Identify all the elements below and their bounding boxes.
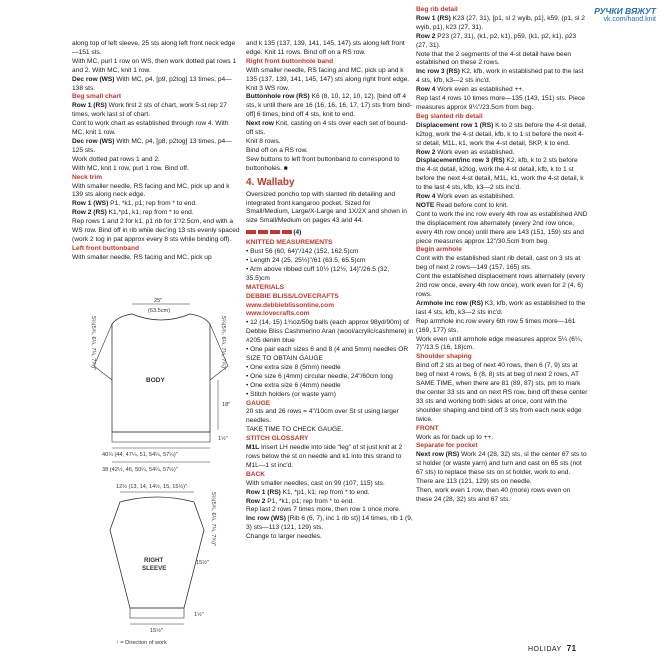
row-label: Row 2 (RS) <box>72 209 107 217</box>
subheading-armhole: Begin armhole <box>416 246 462 254</box>
row-label: Armhole inc row (RS) <box>416 299 484 307</box>
row-text: P1, *k1, p1; rep from * to end. <box>108 200 197 208</box>
sleeve-bottom-measure: 15½" <box>150 628 163 634</box>
row-text: Work 24 (28, 32) sts, sl the center 67 sts to st holder (or waste yarn) and turn and cast on 65 sts (not 67 sts) to replace these sts on st holder, work to end. There are 113 (121, 129) sts on needle. <box>416 451 587 486</box>
row-label: Row 1 (WS) <box>72 200 109 208</box>
measurement-bust: • Bust 56 (60, 64)"/142 (152, 162.5)cm <box>246 248 359 256</box>
column-2 <box>246 40 414 542</box>
instruction <box>416 122 588 149</box>
row-text: K to 2 sts before the 4-st detail, k2tog, work the 4-st detail, kfb, k to 1 st before the next 4-st detail, M1L, k1, work the 4-st detail, SKP, k to end. <box>416 121 587 147</box>
instruction <box>416 149 588 158</box>
paragraph: Rep rows 1 and 2 for k1, p1 rib for 1"/2.5cm, end with a WS row. Bind off in rib while dec'ing 13 sts evenly spaced (work 2 tog in pat approx every 8 sts while binding off). <box>72 218 240 243</box>
row-text: Insert LH needle into side “leg” of st just knit at 2 rows below the st on needle and k1 into this strand to M1L—1 st inc'd. <box>246 444 403 469</box>
instruction <box>416 451 588 487</box>
materials-holders: • Stitch holders (or waste yarn) <box>246 390 336 398</box>
row-text: Work even as established ++. <box>435 86 524 94</box>
row-text: K1,*p1, k1; rep from * to end. <box>106 209 194 217</box>
materials-needles-1: • One pair each sizes 6 and 8 (4 and 5mm) needles OR SIZE TO OBTAIN GAUGE <box>246 346 409 362</box>
paragraph: Knit 8 rows. <box>246 137 281 145</box>
instruction <box>416 300 588 318</box>
gauge-text: 20 sts and 26 rows = 4"/10cm over St st using larger needles. <box>246 408 399 425</box>
bottom-measure-1: 40¼ (44, 47¼, 51, 54¼, 57¼)" <box>102 452 178 458</box>
instruction <box>416 202 588 211</box>
paragraph: Work dotted pat rows 1 and 2. <box>72 155 160 163</box>
paragraph: Cont the established displacement rows alternately (every 2nd row once, every 4th row once), work even for 2 (4, 6) rows. <box>416 273 585 298</box>
body-label: BODY <box>146 377 165 384</box>
instruction <box>72 209 240 218</box>
heading-back: BACK <box>246 470 266 478</box>
cuff-band <box>130 608 184 618</box>
direction-note: ↑ = Direction of work <box>116 640 167 646</box>
rib-measure: 1½" <box>218 436 228 442</box>
heading-materials: MATERIALS <box>246 283 284 291</box>
paragraph: Work even until armhole edge measures approx 5¼ (6¼, 7)"/13.5 (16, 18)cm. <box>416 335 583 352</box>
measurement-length: • Length 24 (25, 25½)"/61 (63.5, 65.5)cm <box>246 257 366 265</box>
subheading-slanted-rib: Beg slanted rib detail <box>416 112 483 120</box>
row-label: Buttonhole row (RS) <box>246 93 310 101</box>
paragraph: Bind off on a RS row. <box>246 146 308 154</box>
row-label: Row 2 <box>416 32 436 40</box>
skill-bar <box>258 230 268 234</box>
paragraph: Cont with the established slant rib detail, cast on 3 sts at beg of next 2 rows—149 (157, 165) sts. <box>416 255 581 272</box>
heading-gauge: GAUGE <box>246 399 271 407</box>
body-schematic-svg <box>72 294 242 478</box>
paragraph: Sew buttons to left front buttonband to correspond to buttonholes. ■ <box>246 155 400 172</box>
instruction <box>416 86 588 95</box>
height-measure: 18" <box>222 402 231 408</box>
watermark-url: vk.com/hand.knit <box>603 16 656 23</box>
paragraph: Rep last 2 rows 7 times more, then row 1 once more. <box>246 506 401 514</box>
materials-brand: DEBBIE BLISS/LOVECRAFTS <box>246 292 339 300</box>
row-label: Dec row (WS) <box>72 75 115 83</box>
instruction <box>72 200 240 209</box>
pattern-title: 4. Wallaby <box>246 176 295 188</box>
subheading-small-chart: Beg small chart <box>72 93 122 101</box>
materials-link-1: www.debbieblissonline.com <box>246 301 335 309</box>
row-text: K2, kfb, k to 2 sts before the 4-st detail, k2tog, work the 4-st detail, kfb, k to 1 st before the next 4-st detail, M1L, k1, work the 4-st detail, k to the last 4 sts, kfb, k3—2 sts inc'd. <box>416 157 584 192</box>
row-text: K3, kfb, work as established to the last 4 sts, kfb, k3—2 sts inc'd. <box>416 299 586 316</box>
sleeve-schematic <box>72 478 242 650</box>
row-text: K2, kfb, work in established pat to the last 4 sts, kfb, k3—2 sts inc'd. <box>416 68 584 85</box>
instruction <box>246 93 414 120</box>
instruction <box>416 193 588 202</box>
instruction <box>246 515 414 533</box>
instruction <box>246 444 414 471</box>
paragraph: Rep armhole inc row every 6th row 5 times more—161 (169, 177) sts. <box>416 317 576 334</box>
heading-front: FRONT <box>416 424 439 432</box>
materials-needles-3: • One size 6 (4mm) circular needle, 24"/60cm long <box>246 372 393 380</box>
row-label: Row 1 (RS) <box>416 14 451 22</box>
cuff-rib-measure: 1½" <box>194 612 204 618</box>
skill-bar <box>282 230 292 234</box>
top-measure: 25" <box>154 298 163 304</box>
row-label: Next row <box>246 120 274 128</box>
row-label: Displacement/inc row 3 (RS) <box>416 157 505 165</box>
subheading-pocket: Separate for pocket <box>416 442 478 450</box>
skill-bar <box>270 230 280 234</box>
body-schematic <box>72 294 242 478</box>
materials-link-2: www.lovecrafts.com <box>246 310 310 318</box>
paragraph: Change to larger needles. <box>246 533 322 541</box>
row-text: P1, *k1, p1; rep from * to end. <box>265 497 355 505</box>
instruction <box>416 15 588 33</box>
row-text: Knit, casting on 4 sts over each set of bound-off sts. <box>246 120 408 137</box>
row-text: K6 (8, 10, 12, 10, 12), [bind off 4 sts, k until there are 16 (16, 16, 16, 17, 17) sts from bind-off] 6 times, bind off 4 sts, knit to end. <box>246 93 413 119</box>
row-label: NOTE <box>416 201 435 209</box>
heading-knitted-measurements: KNITTED MEASUREMENTS <box>246 239 333 247</box>
row-text: With MC, p4, [p9, p2tog] 13 times, p4—138 sts. <box>72 75 232 92</box>
paragraph: Bind off 2 sts at beg of next 40 rows, then 6 (7, 9) sts at beg of next 4 rows, 6 (8, 8) sts at beg of next 2 rows, AT SAME TIME, when there are 81 (89, 87) sts, pm to mark the center 33 sts and on next RS row, bind off these center 33 sts and working both sides at once, cont with the shoulder shaping and bind off 3 sts from each neck edge twice. <box>416 362 588 423</box>
column-3 <box>416 6 588 505</box>
right-side-measure: 5¼(5¾, 6¼, 7¼, 7¾)" <box>220 316 226 370</box>
row-label: Next row (RS) <box>416 451 460 459</box>
paragraph: With smaller needle, RS facing and MC, pick up <box>72 253 212 261</box>
row-text: K23 (27, 31), [p1, sl 2 wyib, p1], k59, (p1, sl 2 wyib, p1), k23 (27, 31). <box>416 14 585 31</box>
sleeve-top-measure: 12½ (13, 14, 14½, 15, 15½)" <box>116 484 188 490</box>
sleeve-schematic-svg <box>72 478 242 650</box>
measurement-arm: • Arm above ribbed cuff 10½ (12½, 14)"/26.5 (32, 35.5)cm <box>246 265 390 282</box>
sleeve-side-measure: 5¼(5¾, 6¼, 7¼, 7¾)" <box>210 492 216 546</box>
instruction <box>416 33 588 51</box>
subheading-left-buttonband: Left front buttonband <box>72 244 140 252</box>
paragraph: With MC, knit 1 row, purl 1 row. Bind off. <box>72 164 189 172</box>
body-outline <box>112 314 210 432</box>
paragraph: along top of left sleeve, 25 sts along left front neck edge—151 sts. <box>72 40 236 56</box>
subheading-shoulder: Shoulder shaping <box>416 353 472 361</box>
row-text: P23 (27, 31), (k1, p2, k1), p59, (k1, p2, k1), p23 (27, 31). <box>416 32 577 49</box>
top-measure-metric: (63.5cm) <box>148 308 171 314</box>
sleeve-label-b: SLEEVE <box>142 565 167 572</box>
bottom-measure-2: 38 (42½, 46, 50¼, 54¼, 57½)" <box>102 467 178 473</box>
instruction <box>416 68 588 86</box>
row-text: Work even as established. <box>435 148 515 156</box>
instruction <box>72 102 240 120</box>
row-label: Row 2 <box>246 497 266 505</box>
paragraph: Note that the 2 segments of the 4-st detail have been established on these 2 rows. <box>416 50 572 67</box>
row-text: Work first 2 sts of chart, work 5-st rep 27 times, work last st of chart. <box>72 102 227 119</box>
paragraph: With smaller needle, RS facing and MC, pick up and k 139 sts along neck edge. <box>72 182 230 199</box>
skill-bar <box>246 230 256 234</box>
row-label: Row 4 <box>416 86 436 94</box>
row-label: Displacement row 1 (RS) <box>416 121 494 129</box>
pattern-description: Oversized poncho top with slanted rib detailing and integrated front kangaroo pocket. Sized for Small/Medium, Large/X-Large and 1X/2X and shown in size Small/Medium on pages 43 and 44. <box>246 190 407 225</box>
subheading-rib-detail: Beg rib detail <box>416 6 458 13</box>
subheading-neck-trim: Neck trim <box>72 173 103 181</box>
row-text: Read before cont to knit. <box>434 201 509 209</box>
paragraph: and k 135 (137, 139, 141, 145, 147) sts along left front edge. Knit 11 rows. Bind off on a RS row. <box>246 40 405 56</box>
instruction <box>416 157 588 193</box>
sleeve-outline <box>110 497 204 608</box>
paragraph: Work as for back up to ++. <box>416 433 494 441</box>
instruction <box>246 120 414 138</box>
row-label: Row 2 <box>416 148 436 156</box>
row-label: Row 4 <box>416 193 436 201</box>
instruction <box>72 76 240 94</box>
instruction <box>246 489 414 498</box>
skill-level <box>246 229 414 236</box>
paragraph: Rep last 4 rows 10 times more—135 (143, 151) sts. Piece measures approx 9¼"/23.5cm from beg. <box>416 95 585 111</box>
subheading-right-band: Right front buttonhole band <box>246 57 334 65</box>
skill-level-number: (4) <box>293 229 302 237</box>
column-1 <box>72 40 240 263</box>
materials-needles-2: • One extra size 8 (5mm) needle <box>246 363 341 371</box>
row-label: Inc row (WS) <box>246 515 286 523</box>
paragraph: Cont to work the inc row every 4th row as established AND the displacement row alternately (every 2nd row once, every 4th row once) until there are 143 (151, 159) sts and piece measures approx 12"/30.5cm from beg. <box>416 210 588 245</box>
gauge-check: TAKE TIME TO CHECK GAUGE. <box>246 426 344 434</box>
paragraph: With smaller needles, cast on 99 (107, 115) sts. <box>246 479 385 487</box>
left-side-measure: 5¼(5¾, 6¼, 7¼, 7¾)" <box>90 316 96 370</box>
row-label: Row 1 (RS) <box>72 102 107 110</box>
watermark-title: РУЧКИ ВЯЖУТ <box>594 6 656 16</box>
footer-label: HOLIDAY <box>528 646 562 653</box>
paragraph: With MC, purl 1 row on WS, then work dotted pat rows 1 and 2. With MC, knit 1 row. <box>72 57 237 74</box>
page-number: 71 <box>566 644 577 653</box>
sleeve-length-measure: 15½" <box>196 560 209 566</box>
paragraph: Then, work even 1 row, then 40 (more) rows even on these 24 (28, 32) sts and 67 sts. <box>416 486 571 503</box>
row-label: Row 1 (RS) <box>246 488 281 496</box>
row-text: With MC, p4, [p8, p2tog] 13 times, p4—125 sts. <box>72 137 232 154</box>
row-text: K1, *p1, k1; rep from * to end. <box>280 488 370 496</box>
materials-needles-4: • One extra size 6 (4mm) needle <box>246 381 341 389</box>
instruction <box>72 138 240 156</box>
page-footer <box>528 644 577 653</box>
row-text: Work even as established. <box>435 193 515 201</box>
paragraph: With smaller needle, RS facing and MC, pick up and k 135 (137, 139, 141, 145, 147) sts along right front edge. Knit 3 WS row. <box>246 66 410 92</box>
row-label: Inc row 3 (RS) <box>416 68 460 76</box>
instruction <box>246 498 414 507</box>
row-label: M1L <box>246 444 260 452</box>
rib-band <box>112 432 210 442</box>
row-text: [Rib 6 (6, 7), inc 1 rib st)] 14 times, rib 1 (9, 3) sts—113 (121, 129) sts. <box>246 515 413 532</box>
paragraph: Cont to work chart as established through row 4. With MC, knit 1 row. <box>72 120 229 137</box>
materials-yarn: • 12 (14, 15) 1¾oz/50g balls (each approx 98yd/90m) of Debbie Bliss Cashmerino Aran (wool/acrylic/cashmere) in #205 denim blue <box>246 319 414 345</box>
heading-stitch-glossary: STITCH GLOSSARY <box>246 435 309 443</box>
row-label: Dec row (WS) <box>72 137 115 145</box>
sleeve-label-a: RIGHT <box>144 557 164 564</box>
